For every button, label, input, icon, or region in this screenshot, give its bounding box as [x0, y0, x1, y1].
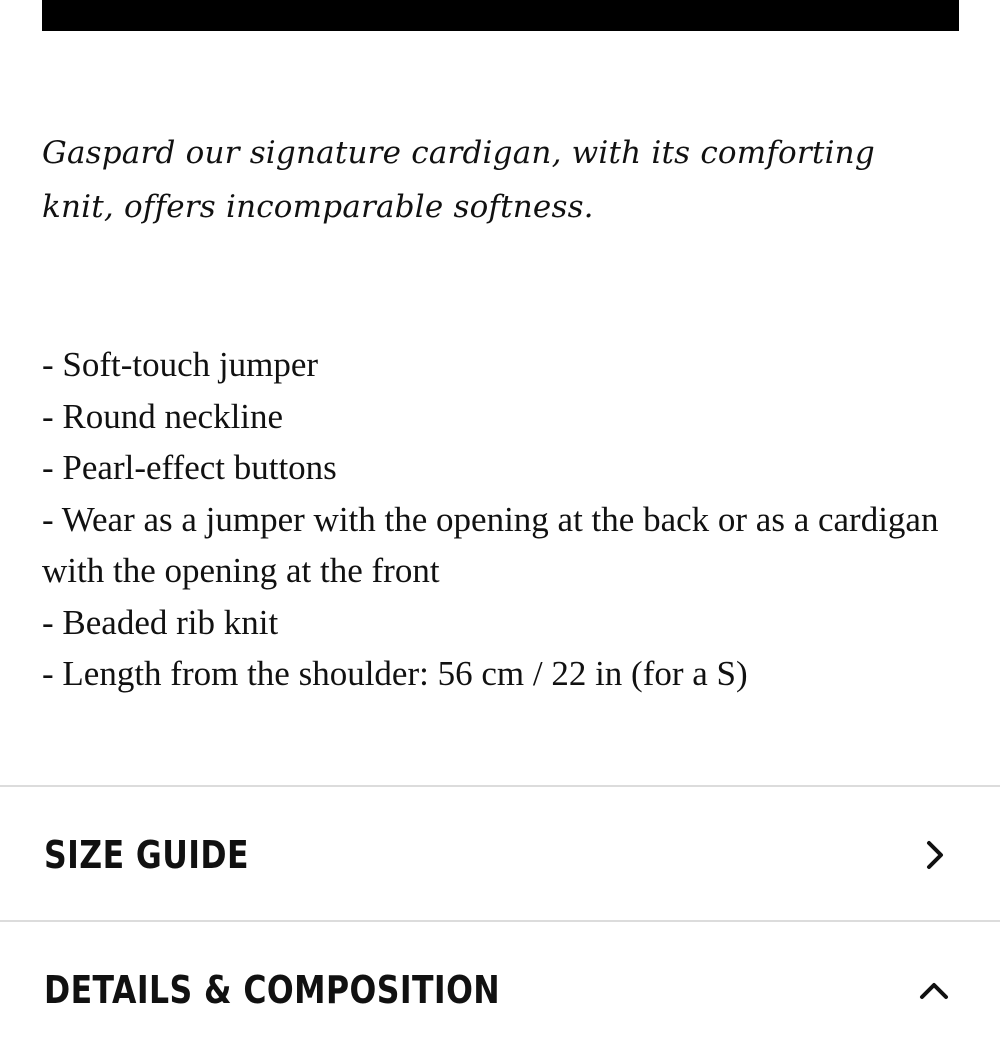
feature-item: - Length from the shoulder: 56 cm / 22 in (for a S) [42, 654, 748, 693]
details-composition-label: DETAILS & COMPOSITION [44, 968, 501, 1012]
details-composition-row[interactable] [0, 920, 1000, 1055]
chevron-right-icon [922, 839, 948, 871]
feature-item: - Soft-touch jumper [42, 345, 319, 384]
feature-list [42, 339, 958, 700]
product-intro: Gaspard our signature cardigan, with its comforting knit, offers incomparable softness. [42, 135, 875, 225]
size-guide-row[interactable] [0, 785, 1000, 920]
add-to-cart-button[interactable] [42, 0, 959, 31]
feature-item: - Round neckline [42, 396, 284, 436]
feature-item: - Pearl-effect buttons [42, 448, 337, 487]
feature-item: - Beaded rib knit [42, 602, 279, 642]
size-guide-label: SIZE GUIDE [44, 833, 249, 877]
chevron-up-icon [918, 976, 950, 1008]
feature-item: - Wear as a jumper with the opening at the back or as a cardigan with the opening at the front [42, 499, 939, 590]
